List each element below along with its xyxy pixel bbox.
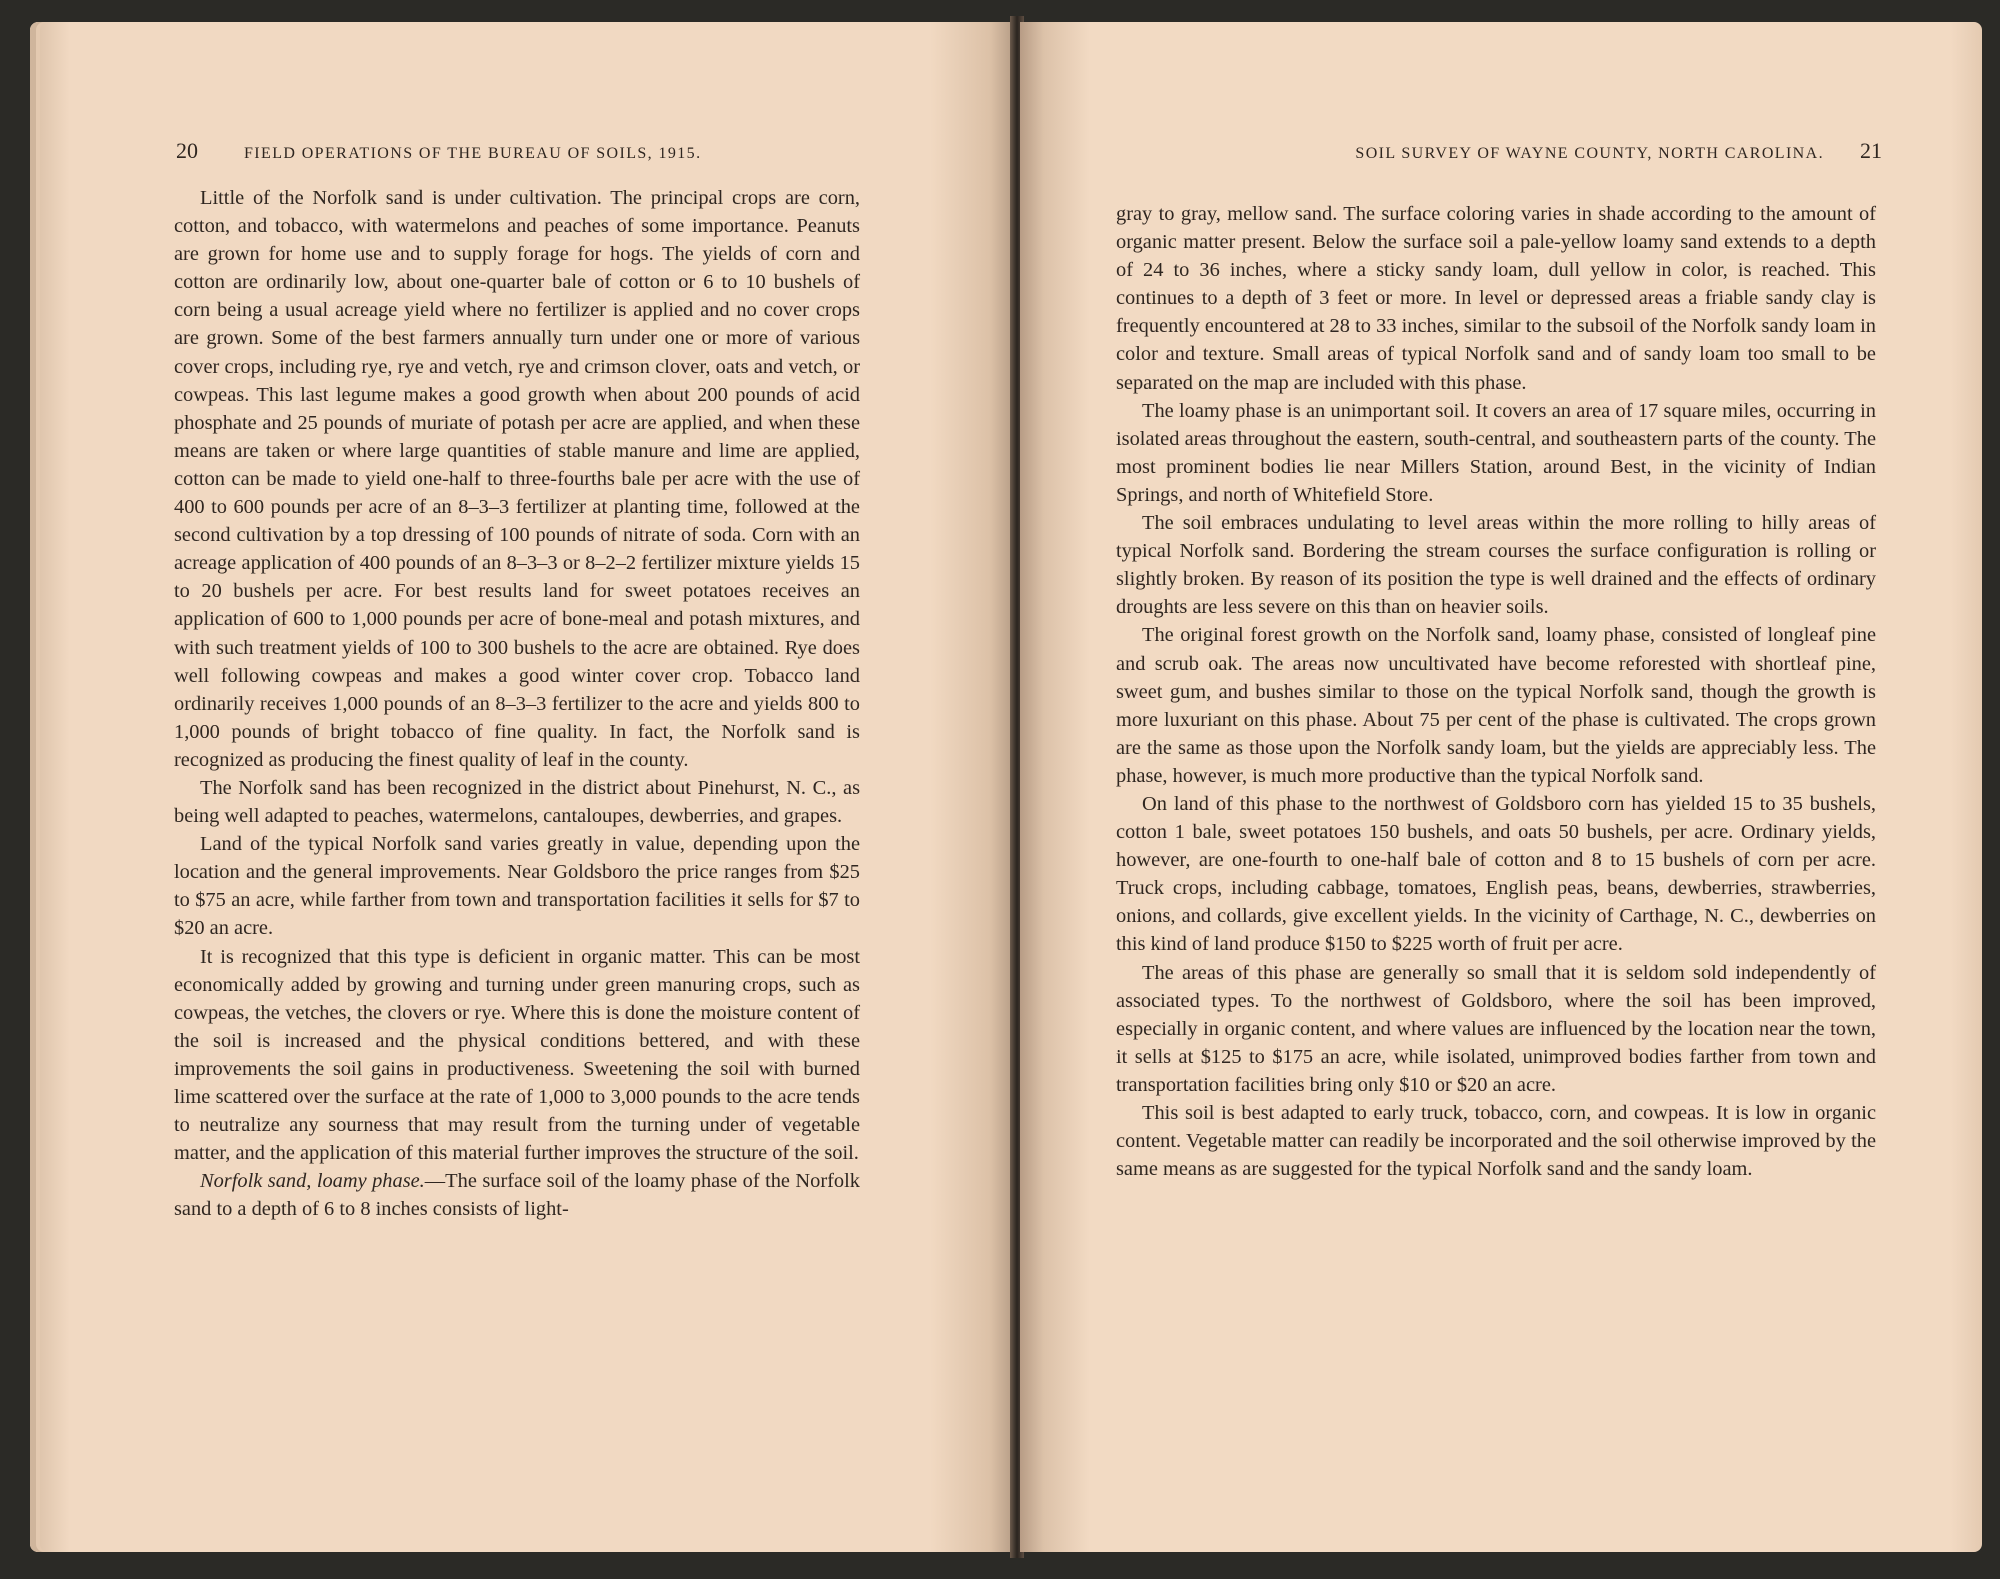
paragraph: The Norfolk sand has been recognized in the district about Pinehurst, N. C., as being well adapted to peaches, watermelons, cantaloupes, dewberries, and grapes. [174,776,860,828]
paragraph-text: —The surface soil of the loamy phase of the Norfolk sand to a depth of 6 to 8 inches consists of light- [174,1170,860,1221]
paragraph: On land of this phase to the northwest of Goldsboro corn has yielded 15 to 35 bushels, cotton 1 bale, sweet potatoes 150 bushels, and oats 50 bushels, per acre. Ordinary yields, however, are one-fourth to one-half bale of cotton and 8 to 15 bushels of corn per acre. Truck crops, including cabbage, tomatoes, English peas, beans, dewberries, strawberries, onions, and collards, give excellent yields. In the vicinity of Carthage, N. C., dewberries on this kind of land produce $150 to $225 worth of fruit per acre. [1116,792,1876,956]
paragraph: This soil is best adapted to early truck, tobacco, corn, and cowpeas. It is low in organic content. Vegetable matter can readily be incorporated and the soil otherwise improved by the same means as are suggested for the typical Norfolk sand and the sandy loam. [1116,1102,1876,1181]
paragraph: Little of the Norfolk sand is under cultivation. The principal crops are corn, cotton, and tobacco, with watermelons and peaches of some importance. Peanuts are grown for home use and to supply forage for hogs. The yields of corn and cotton are ordinarily low, about one-quarter bale of cotton or 6 to 10 bushels of corn being a usual acreage yield where no fertilizer is applied and no cover crops are grown. Some of the best farmers annually turn under one or more of various cover crops, including rye, rye and vetch, rye and crimson clover, oats and vetch, or cowpeas. This last legume makes a good growth when about 200 pounds of acid phosphate and 25 pounds of muriate of potash per acre are applied, and when these means are taken or where large quantities of stable manure and lime are applied, cotton can be made to yield one-half to three-fourths bale per acre with the use of 400 to 600 pounds per acre of an 8–3–3 fertilizer at planting time, followed at the second cultivation by a top dressing of 100 pounds of nitrate of soda. Corn with an acreage application of 400 pounds of an 8–3–3 or 8–2–2 fertilizer mixture yields 15 to 20 bushels per acre. For best results land for sweet potatoes receives an application of 600 to 1,000 pounds per acre of bone-meal and potash mixtures, and with such treatment yields of 100 to 300 bushels to the acre are obtained. Rye does well following cowpeas and makes a good winter cover crop. Tobacco land ordinarily receives 1,000 pounds of an 8–3–3 fertilizer to the acre and yields 800 to 1,000 pounds of bright tobacco of fine quality. In fact, the Norfolk sand is recognized as producing the finest quality of leaf in the county. [174,187,860,771]
paragraph: Land of the typical Norfolk sand varies greatly in value, depending upon the location and the general improvements. Near Goldsboro the price ranges from $25 to $75 an acre, while farther from town and transportation facilities it sells for $7 to $20 an acre. [174,833,860,940]
paragraph: The loamy phase is an unimportant soil. It covers an area of 17 square miles, occurring in isolated areas throughout the eastern, south-central, and southeastern parts of the county. The most prominent bodies lie near Millers Station, around Best, in the vicinity of Indian Springs, and north of Whitefield Store. [1116,399,1876,506]
left-page-number: 20 [176,138,198,163]
section-heading-italic: Norfolk sand, loamy phase. [200,1170,425,1193]
paragraph: The original forest growth on the Norfolk sand, loamy phase, consisted of longleaf pine and scrub oak. The areas now uncultivated have become reforested with shortleaf pine, sweet gum, and bushes similar to those on the typical Norfolk sand, though the growth is more luxuriant on this phase. About 75 per cent of the phase is cultivated. The crops grown are the same as those upon the Norfolk sandy loam, but the yields are appreciably less. The phase, however, is much more productive than the typical Norfolk sand. [1116,624,1876,787]
right-running-head: SOIL SURVEY OF WAYNE COUNTY, NORTH CAROLINA. [1355,145,1824,162]
right-page [1020,22,1982,1552]
paragraph: The areas of this phase are generally so small that it is seldom sold independently of associated types. To the northwest of Goldsboro, where the soil has been improved, especially in organic content, and where values are influenced by the location near the town, it sells at $125 to $175 an acre, while isolated, unimproved bodies farther from town and transportation facilities bring only $10 or $20 an acre. [1116,961,1876,1096]
right-body-text [1116,200,1876,1183]
paragraph: It is recognized that this type is deficient in organic matter. This can be most economically added by growing and turning under green manuring crops, such as cowpeas, the vetches, the clovers or rye. Where this is done the moisture content of the soil is increased and the physical conditions bettered, and with these improvements the soil gains in productiveness. Sweetening the soil with burned lime scattered over the surface at the rate of 1,000 to 3,000 pounds to the acre tends to neutralize any sourness that may result from the turning under of vegetable matter, and the application of this material further improves the structure of the soil. [174,945,860,1165]
right-page-number: 21 [1860,138,1882,163]
open-book [30,22,1982,1552]
right-running-header [1202,138,1882,168]
left-running-head: FIELD OPERATIONS OF THE BUREAU OF SOILS, 1915. [244,145,702,162]
left-body-text [174,184,860,1223]
left-page [30,22,1012,1552]
paragraph: gray to gray, mellow sand. The surface coloring varies in shade according to the amount of organic matter present. Below the surface soil a pale-yellow loamy sand extends to a depth of 24 to 36 inches, where a sticky sandy loam, dull yellow in color, is reached. This continues to a depth of 3 feet or more. In level or depressed areas a friable sandy clay is frequently encountered at 28 to 33 inches, similar to the subsoil of the Norfolk sandy loam in color and texture. Small areas of typical Norfolk sand and of sandy loam too small to be separated on the map are included with this phase. [1116,203,1876,394]
paragraph [174,1167,860,1223]
paragraph: The soil embraces undulating to level areas within the more rolling to hilly areas of typical Norfolk sand. Bordering the stream courses the surface configuration is rolling or slightly broken. By reason of its position the type is well drained and the effects of ordinary droughts are less severe on this than on heavier soils. [1116,512,1876,619]
left-running-header [176,138,856,168]
